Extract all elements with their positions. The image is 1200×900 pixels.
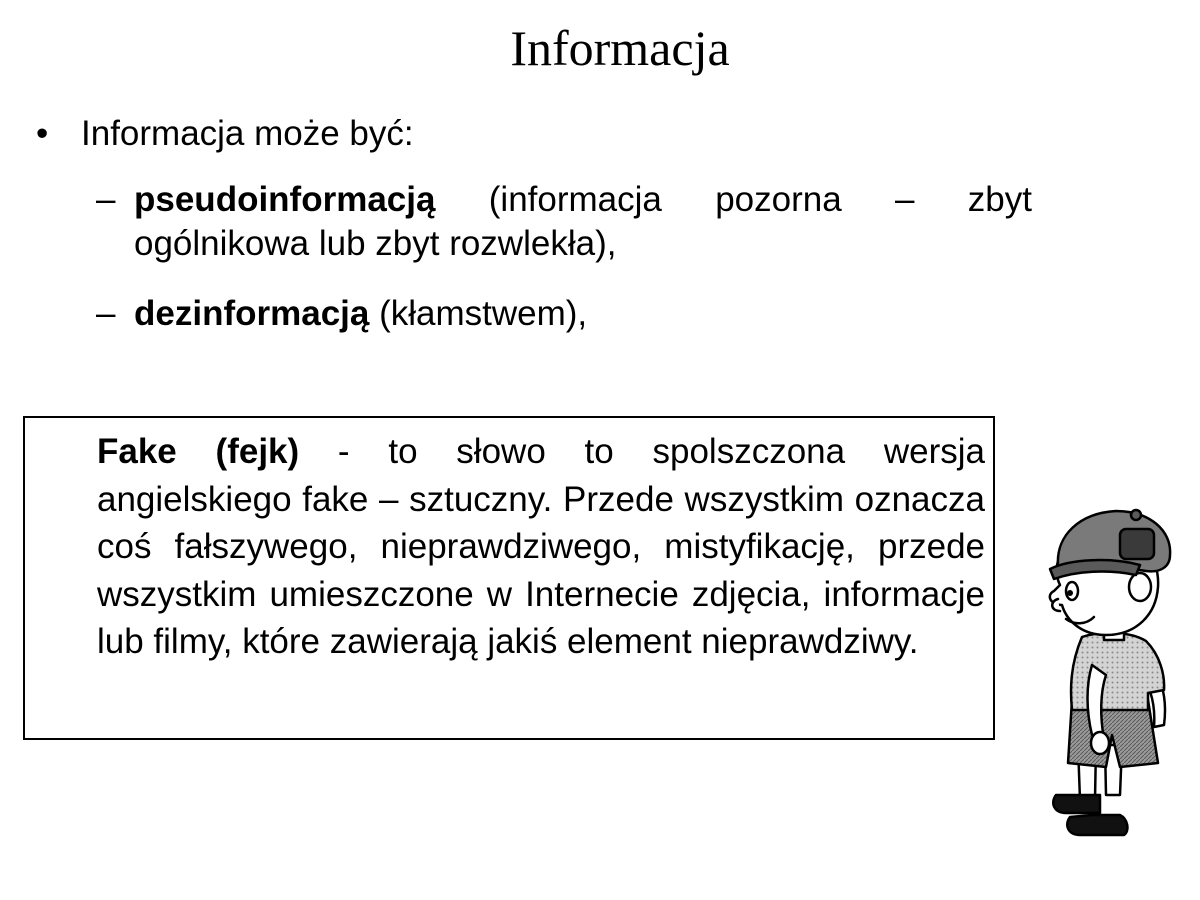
sub-item-dezinformacja [96,292,1032,336]
sub-item-text [96,292,1032,336]
main-bullet [36,112,414,156]
description-pseudoinformacja: (informacja pozorna – zbyt ogólnikowa lub zbyt rozwlekła), [134,180,1032,263]
cartoon-boy-with-cap-icon [1020,495,1195,855]
term-dezinformacja: dezinformacją [134,294,370,333]
term-pseudoinformacja: pseudoinformacją [134,180,436,219]
bullet-marker: • [36,114,49,153]
fake-definition-text [97,428,985,666]
fake-description: - to słowo to spolszczona wersja angielskiego fake – sztuczny. Przede wszystkim oznacza coś fałszywego, nieprawdziwego, mistyfikację, przede wszystkim umieszczone w Internecie zdjęcia, informacje lub filmy, które zawierają jakiś element nieprawdziwy. [97,432,986,661]
slide-title: Informacja [510,20,730,76]
dash-marker: – [96,294,116,333]
dash-marker: – [96,180,116,219]
fake-term: Fake (fejk) [97,432,300,471]
description-dezinformacja: (kłamstwem), [369,294,588,333]
sub-item-pseudoinformacja [96,178,1032,266]
sub-item-text [96,178,1032,266]
fake-definition-box [23,416,995,740]
main-bullet-text: Informacja może być: [81,114,414,153]
